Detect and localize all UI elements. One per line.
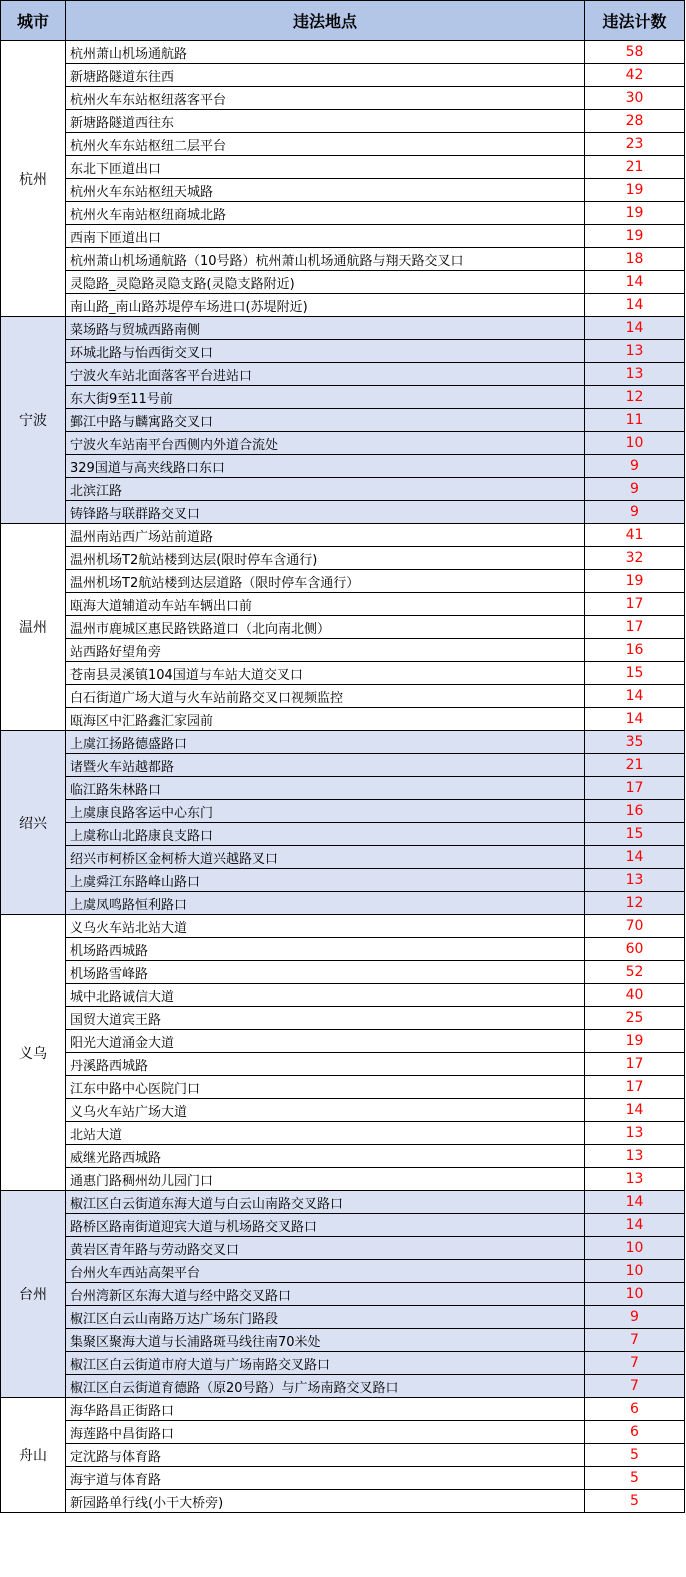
- count-cell: 58: [585, 41, 685, 64]
- location-cell: 西南下匝道出口: [66, 225, 585, 248]
- location-cell: 上虞康良路客运中心东门: [66, 800, 585, 823]
- location-cell: 江东中路中心医院门口: [66, 1076, 585, 1099]
- city-cell: 宁波: [1, 317, 66, 524]
- location-cell: 温州机场T2航站楼到达层(限时停车含通行): [66, 547, 585, 570]
- location-cell: 杭州萧山机场通航路（10号路）杭州萧山机场通航路与翔天路交叉口: [66, 248, 585, 271]
- count-cell: 13: [585, 1122, 685, 1145]
- table-row: [1, 593, 685, 616]
- count-cell: 14: [585, 846, 685, 869]
- count-cell: 19: [585, 202, 685, 225]
- count-cell: 28: [585, 110, 685, 133]
- table-row: [1, 731, 685, 754]
- location-cell: 上虞舜江东路峰山路口: [66, 869, 585, 892]
- location-cell: 椒江区白云街道东海大道与白云山南路交叉路口: [66, 1191, 585, 1214]
- location-cell: 东大街9至11号前: [66, 386, 585, 409]
- table-row: [1, 1444, 685, 1467]
- count-cell: 15: [585, 662, 685, 685]
- table-row: [1, 685, 685, 708]
- count-cell: 14: [585, 271, 685, 294]
- count-cell: 23: [585, 133, 685, 156]
- location-cell: 台州湾新区东海大道与经中路交叉路口: [66, 1283, 585, 1306]
- table-row: [1, 317, 685, 340]
- count-cell: 70: [585, 915, 685, 938]
- count-cell: 14: [585, 1099, 685, 1122]
- location-cell: 台州火车西站高架平台: [66, 1260, 585, 1283]
- count-cell: 21: [585, 754, 685, 777]
- table-row: [1, 777, 685, 800]
- count-cell: 17: [585, 616, 685, 639]
- count-cell: 25: [585, 1007, 685, 1030]
- table-row: [1, 1421, 685, 1444]
- location-cell: 黄岩区青年路与劳动路交叉口: [66, 1237, 585, 1260]
- table-row: [1, 1053, 685, 1076]
- table-row: [1, 87, 685, 110]
- count-cell: 17: [585, 593, 685, 616]
- city-cell: 舟山: [1, 1398, 66, 1513]
- count-cell: 10: [585, 432, 685, 455]
- table-row: [1, 547, 685, 570]
- table-row: [1, 1306, 685, 1329]
- table-row: [1, 823, 685, 846]
- table-row: [1, 1214, 685, 1237]
- location-cell: 站西路好望角旁: [66, 639, 585, 662]
- location-cell: 新园路单行线(小干大桥旁): [66, 1490, 585, 1513]
- table-row: [1, 1191, 685, 1214]
- count-cell: 17: [585, 777, 685, 800]
- table-row: [1, 754, 685, 777]
- location-cell: 椒江区白云街道市府大道与广场南路交叉路口: [66, 1352, 585, 1375]
- location-cell: 杭州火车东站枢纽天城路: [66, 179, 585, 202]
- location-cell: 菜场路与贸城西路南侧: [66, 317, 585, 340]
- table-row: [1, 225, 685, 248]
- count-cell: 14: [585, 317, 685, 340]
- table-row: [1, 1398, 685, 1421]
- count-cell: 21: [585, 156, 685, 179]
- location-cell: 上虞称山北路康良支路口: [66, 823, 585, 846]
- count-cell: 30: [585, 87, 685, 110]
- count-cell: 10: [585, 1260, 685, 1283]
- table-row: [1, 800, 685, 823]
- table-row: [1, 1467, 685, 1490]
- location-cell: 杭州火车东站枢纽二层平台: [66, 133, 585, 156]
- location-cell: 路桥区路南街道迎宾大道与机场路交叉路口: [66, 1214, 585, 1237]
- table-row: [1, 432, 685, 455]
- table-row: [1, 1329, 685, 1352]
- location-cell: 义乌火车站北站大道: [66, 915, 585, 938]
- location-cell: 椒江区白云街道育德路（原20号路）与广场南路交叉路口: [66, 1375, 585, 1398]
- count-cell: 60: [585, 938, 685, 961]
- table-row: [1, 1237, 685, 1260]
- count-cell: 16: [585, 800, 685, 823]
- table-row: [1, 662, 685, 685]
- count-cell: 41: [585, 524, 685, 547]
- table-row: [1, 363, 685, 386]
- count-cell: 19: [585, 1030, 685, 1053]
- location-cell: 义乌火车站广场大道: [66, 1099, 585, 1122]
- location-cell: 上虞凤鸣路恒利路口: [66, 892, 585, 915]
- table-row: [1, 271, 685, 294]
- count-cell: 13: [585, 340, 685, 363]
- location-cell: 上虞江扬路德盛路口: [66, 731, 585, 754]
- table-row: [1, 1260, 685, 1283]
- table-row: [1, 1122, 685, 1145]
- count-cell: 9: [585, 478, 685, 501]
- count-cell: 14: [585, 1191, 685, 1214]
- count-cell: 5: [585, 1490, 685, 1513]
- location-cell: 椒江区白云山南路万达广场东门路段: [66, 1306, 585, 1329]
- count-cell: 14: [585, 685, 685, 708]
- location-cell: 温州南站西广场站前道路: [66, 524, 585, 547]
- table-row: [1, 1099, 685, 1122]
- header-city: 城市: [1, 1, 66, 41]
- table-row: [1, 616, 685, 639]
- count-cell: 19: [585, 225, 685, 248]
- location-cell: 定沈路与体育路: [66, 1444, 585, 1467]
- count-cell: 7: [585, 1329, 685, 1352]
- location-cell: 北滨江路: [66, 478, 585, 501]
- location-cell: 绍兴市柯桥区金柯桥大道兴越路叉口: [66, 846, 585, 869]
- table-row: [1, 1030, 685, 1053]
- count-cell: 9: [585, 1306, 685, 1329]
- count-cell: 9: [585, 455, 685, 478]
- location-cell: 新塘路隧道东往西: [66, 64, 585, 87]
- count-cell: 13: [585, 1168, 685, 1191]
- count-cell: 9: [585, 501, 685, 524]
- location-cell: 城中北路诚信大道: [66, 984, 585, 1007]
- count-cell: 13: [585, 1145, 685, 1168]
- location-cell: 阳光大道涌金大道: [66, 1030, 585, 1053]
- count-cell: 14: [585, 1214, 685, 1237]
- table-row: [1, 248, 685, 271]
- table-row: [1, 708, 685, 731]
- table-row: [1, 478, 685, 501]
- count-cell: 14: [585, 294, 685, 317]
- table-row: [1, 110, 685, 133]
- count-cell: 52: [585, 961, 685, 984]
- table-row: [1, 133, 685, 156]
- location-cell: 新塘路隧道西往东: [66, 110, 585, 133]
- count-cell: 5: [585, 1467, 685, 1490]
- count-cell: 6: [585, 1398, 685, 1421]
- table-row: [1, 938, 685, 961]
- location-cell: 白石街道广场大道与火车站前路交叉口视频监控: [66, 685, 585, 708]
- location-cell: 海宇道与体育路: [66, 1467, 585, 1490]
- table-row: [1, 455, 685, 478]
- table-body: [1, 41, 685, 1513]
- location-cell: 灵隐路_灵隐路灵隐支路(灵隐支路附近): [66, 271, 585, 294]
- location-cell: 集聚区聚海大道与长浦路斑马线往南70米处: [66, 1329, 585, 1352]
- location-cell: 南山路_南山路苏堤停车场进口(苏堤附近): [66, 294, 585, 317]
- count-cell: 17: [585, 1053, 685, 1076]
- table-row: [1, 202, 685, 225]
- count-cell: 12: [585, 386, 685, 409]
- count-cell: 13: [585, 869, 685, 892]
- location-cell: 海华路昌正街路口: [66, 1398, 585, 1421]
- city-cell: 杭州: [1, 41, 66, 317]
- table-row: [1, 961, 685, 984]
- location-cell: 宁波火车站南平台西侧内外道合流处: [66, 432, 585, 455]
- table-row: [1, 340, 685, 363]
- count-cell: 19: [585, 179, 685, 202]
- location-cell: 宁波火车站北面落客平台进站口: [66, 363, 585, 386]
- table-row: [1, 570, 685, 593]
- location-cell: 329国道与高夹线路口东口: [66, 455, 585, 478]
- location-cell: 铸锋路与联群路交叉口: [66, 501, 585, 524]
- table-row: [1, 869, 685, 892]
- location-cell: 临江路朱林路口: [66, 777, 585, 800]
- count-cell: 18: [585, 248, 685, 271]
- count-cell: 11: [585, 409, 685, 432]
- location-cell: 杭州火车南站枢纽商城北路: [66, 202, 585, 225]
- location-cell: 机场路雪峰路: [66, 961, 585, 984]
- location-cell: 北站大道: [66, 1122, 585, 1145]
- table-row: [1, 984, 685, 1007]
- location-cell: 丹溪路西城路: [66, 1053, 585, 1076]
- count-cell: 16: [585, 639, 685, 662]
- table-row: [1, 409, 685, 432]
- table-row: [1, 294, 685, 317]
- location-cell: 温州机场T2航站楼到达层道路（限时停车含通行）: [66, 570, 585, 593]
- count-cell: 10: [585, 1283, 685, 1306]
- location-cell: 瓯海区中汇路鑫汇家园前: [66, 708, 585, 731]
- location-cell: 东北下匝道出口: [66, 156, 585, 179]
- location-cell: 杭州火车东站枢纽落客平台: [66, 87, 585, 110]
- table-row: [1, 1490, 685, 1513]
- location-cell: 环城北路与怡西街交叉口: [66, 340, 585, 363]
- table-row: [1, 1352, 685, 1375]
- table-row: [1, 156, 685, 179]
- city-cell: 台州: [1, 1191, 66, 1398]
- count-cell: 17: [585, 1076, 685, 1099]
- table-row: [1, 1145, 685, 1168]
- table-row: [1, 1168, 685, 1191]
- table-row: [1, 524, 685, 547]
- count-cell: 32: [585, 547, 685, 570]
- count-cell: 6: [585, 1421, 685, 1444]
- table-row: [1, 501, 685, 524]
- count-cell: 13: [585, 363, 685, 386]
- table-header-row: [1, 1, 685, 41]
- table-row: [1, 1283, 685, 1306]
- location-cell: 海莲路中昌街路口: [66, 1421, 585, 1444]
- location-cell: 国贸大道宾王路: [66, 1007, 585, 1030]
- location-cell: 瓯海大道辅道动车站车辆出口前: [66, 593, 585, 616]
- count-cell: 10: [585, 1237, 685, 1260]
- count-cell: 15: [585, 823, 685, 846]
- header-location: 违法地点: [66, 1, 585, 41]
- location-cell: 通惠门路稠州幼儿园门口: [66, 1168, 585, 1191]
- header-count: 违法计数: [585, 1, 685, 41]
- table-row: [1, 64, 685, 87]
- location-cell: 机场路西城路: [66, 938, 585, 961]
- location-cell: 威继光路西城路: [66, 1145, 585, 1168]
- count-cell: 7: [585, 1352, 685, 1375]
- location-cell: 诸暨火车站越都路: [66, 754, 585, 777]
- city-cell: 温州: [1, 524, 66, 731]
- count-cell: 19: [585, 570, 685, 593]
- count-cell: 14: [585, 708, 685, 731]
- table-row: [1, 846, 685, 869]
- location-cell: 鄞江中路与麟寓路交叉口: [66, 409, 585, 432]
- table-row: [1, 179, 685, 202]
- count-cell: 35: [585, 731, 685, 754]
- location-cell: 温州市鹿城区惠民路铁路道口（北向南北侧）: [66, 616, 585, 639]
- table-row: [1, 41, 685, 64]
- table-row: [1, 1375, 685, 1398]
- table-row: [1, 386, 685, 409]
- location-cell: 杭州萧山机场通航路: [66, 41, 585, 64]
- count-cell: 5: [585, 1444, 685, 1467]
- location-cell: 苍南县灵溪镇104国道与车站大道交叉口: [66, 662, 585, 685]
- city-cell: 义乌: [1, 915, 66, 1191]
- table-row: [1, 892, 685, 915]
- city-cell: 绍兴: [1, 731, 66, 915]
- table-row: [1, 639, 685, 662]
- table-row: [1, 1076, 685, 1099]
- count-cell: 40: [585, 984, 685, 1007]
- count-cell: 7: [585, 1375, 685, 1398]
- count-cell: 42: [585, 64, 685, 87]
- table-row: [1, 915, 685, 938]
- table-row: [1, 1007, 685, 1030]
- count-cell: 12: [585, 892, 685, 915]
